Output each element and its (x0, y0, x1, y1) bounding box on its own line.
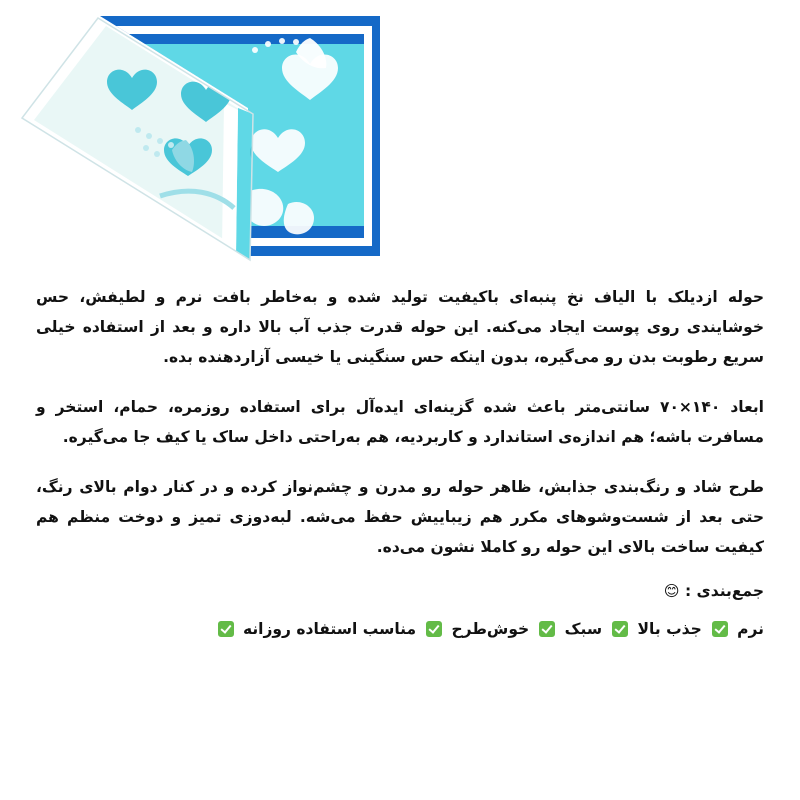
check-icon (712, 621, 728, 637)
check-icon (426, 621, 442, 637)
paragraph-quality: حوله ازدیلک با الیاف نخ پنبه‌ای باکیفیت تولید شده و به‌خاطر بافت نرم و لطیفش، حس خوشایندی روی پوست ایجاد می‌کنه. این حوله قدرت جذب آب بالا داره و بعد از استفاده خیلی سریع رطوبت بدن رو می‌گیره، بدون اینکه حس سنگینی یا خیسی آزاردهنده بده. (36, 288, 764, 366)
feature-label: مناسب استفاده روزانه (242, 620, 417, 638)
feature-item (214, 614, 417, 644)
feature-label: جذب بالا (637, 620, 702, 638)
summary-title-text: جمع‌بندی : (684, 582, 764, 600)
feature-label: خوش‌طرح (451, 620, 530, 638)
check-icon (539, 621, 555, 637)
paragraph-design: طرح شاد و رنگ‌بندی جذابش، ظاهر حوله رو مدرن و چشم‌نواز کرده و در کنار دوام بالای رنگ، حتی بعد از شست‌وشوهای مکرر هم زیباییش حفظ می‌شه. لبه‌دوزی تمیز و دوخت منظم هم کیفیت ساخت بالای این حوله رو کاملا نشون می‌ده. (36, 478, 764, 556)
paragraph-dimensions: ابعاد ۱۴۰×۷۰ سانتی‌متر باعث شده گزینه‌ای ایده‌آل برای استفاده روزمره، حمام، استخر و مسافرت باشه؛ هم اندازه‌ی استاندارد و کاربردیه، هم به‌راحتی داخل ساک یا کیف جا می‌گیره. (36, 398, 764, 446)
check-icon (612, 621, 628, 637)
feature-label: نرم (737, 620, 764, 638)
feature-item (708, 614, 764, 644)
check-icon (218, 621, 234, 637)
smiley-icon: 😊 (663, 582, 680, 600)
feature-list (36, 614, 764, 644)
feature-item (422, 614, 529, 644)
feature-item (535, 614, 602, 644)
towel-image (10, 8, 400, 263)
summary-heading (36, 582, 764, 600)
description-content (0, 282, 800, 644)
feature-item (608, 614, 702, 644)
feature-label: سبک (564, 620, 603, 638)
product-image-area (0, 0, 800, 270)
towel-illustration (10, 8, 400, 263)
